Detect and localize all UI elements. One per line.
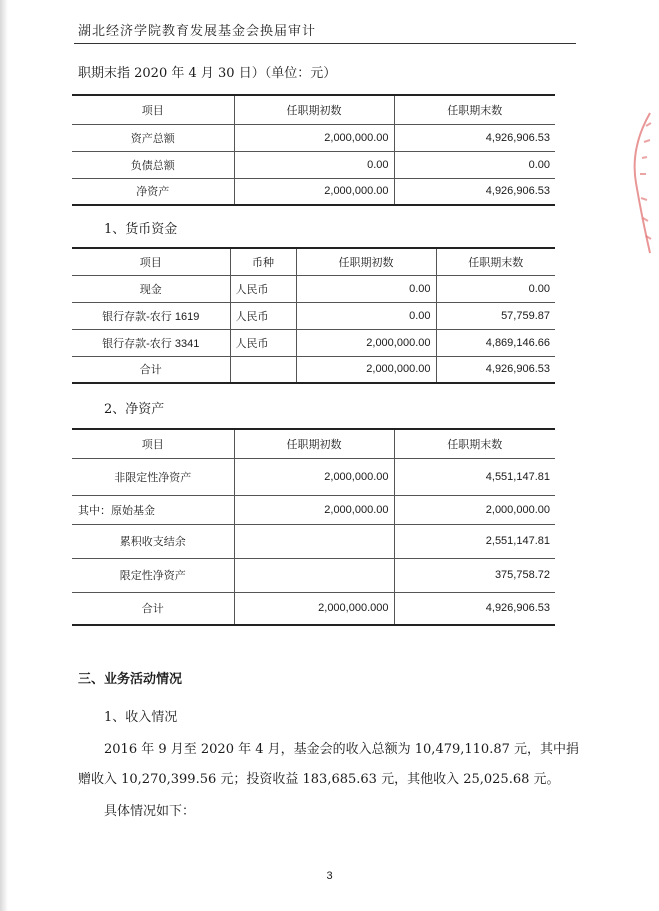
table-cell: 4,926,906.53 [394,592,555,625]
table-cell: 4,926,906.53 [436,356,555,383]
table-cell: 累积收支结余 [72,524,234,558]
table-row [72,275,555,302]
header-cell: 币种 [230,248,296,275]
table-row [72,124,555,151]
header-rule [74,43,576,44]
table-cell: 2,000,000.00 [234,178,394,205]
details-intro: 具体情况如下： [104,804,196,819]
table-cell: 合计 [139,364,162,377]
table-cell: 限定性净资产 [72,558,234,592]
header-cell: 项目 [72,248,230,275]
table-cell: 57,759.87 [436,302,555,329]
table-cell: 4,551,147.81 [394,458,555,495]
table-cell: 其中：原始基金 [72,495,234,524]
table-cell: 2,000,000.00 [296,356,436,383]
page-edge [0,0,8,911]
table-row [72,178,555,205]
period-note: 职期末指 2020 年 4 月 30 日）（单位：元） [78,66,337,81]
header-cell: 任职期初数 [234,95,394,124]
net-assets-table [72,428,555,626]
header-cell: 任职期末数 [394,95,555,124]
table-cell: 人民币 [230,329,296,356]
table-cell: 负债总额 [72,151,234,178]
table-cell: 银行存款-农行 3341 [72,329,230,356]
table-cell [234,524,394,558]
section-title-business: 三、业务活动情况 [78,672,183,687]
table-cell: 0.00 [296,302,436,329]
table-cell: 0.00 [234,151,394,178]
table-cell: 4,869,146.66 [436,329,555,356]
table-cell: 0.00 [436,275,555,302]
header-cell: 任职期初数 [296,248,436,275]
red-seal-stamp [622,108,652,258]
header-cell: 任职期末数 [394,429,555,458]
table-cell: 现金 [72,275,230,302]
cash-table [72,247,555,384]
table-cell: 4,926,906.53 [394,124,555,151]
table-cell: 4,926,906.53 [394,178,555,205]
table-cell: 0.00 [394,151,555,178]
table-cell: 2,000,000.00 [234,495,394,524]
table-row [72,558,555,592]
table-row [72,495,555,524]
table-cell: 非限定性净资产 [72,458,234,495]
income-title: 1、收入情况 [104,710,178,725]
table-cell: 合计 [141,603,164,616]
table-row [72,302,555,329]
table-header-row [72,429,555,458]
income-paragraph-line2: 赠收入 10,270,399.56 元；投资收益 183,685.63 元，其他收入 25,025.68 元。 [78,772,560,787]
document-header: 湖北经济学院教育发展基金会换届审计 [78,24,317,39]
table-row [72,151,555,178]
table-cell: 0.00 [296,275,436,302]
page-number: 3 [326,870,333,882]
table-cell [234,558,394,592]
header-cell: 项目 [72,95,234,124]
header-cell: 任职期末数 [436,248,555,275]
table-cell: 资产总额 [72,124,234,151]
table-cell: 375,758.72 [394,558,555,592]
income-paragraph-line1: 2016 年 9 月至 2020 年 4 月，基金会的收入总额为 10,479,110.87 元，其中捐 [104,742,580,757]
table-header-row [72,95,555,124]
table-cell: 2,000,000.00 [394,495,555,524]
table-cell: 2,000,000.00 [234,124,394,151]
table-cell: 2,000,000.00 [234,458,394,495]
table-cell: 2,000,000.00 [296,329,436,356]
table-cell: 人民币 [230,275,296,302]
table-row [72,524,555,558]
section-title-cash: 1、货币资金 [104,222,178,237]
summary-table [72,94,555,206]
header-cell: 项目 [72,429,234,458]
table-header-row [72,248,555,275]
section-title-net-assets: 2、净资产 [104,402,165,417]
table-cell: 2,551,147.81 [394,524,555,558]
table-row [72,329,555,356]
table-cell [230,356,296,383]
table-row [72,592,555,625]
table-cell: 人民币 [230,302,296,329]
table-cell: 银行存款-农行 1619 [72,302,230,329]
table-row [72,356,555,383]
table-cell: 净资产 [136,186,170,199]
table-cell: 2,000,000.000 [234,592,394,625]
header-cell: 任职期初数 [234,429,394,458]
table-row [72,458,555,495]
